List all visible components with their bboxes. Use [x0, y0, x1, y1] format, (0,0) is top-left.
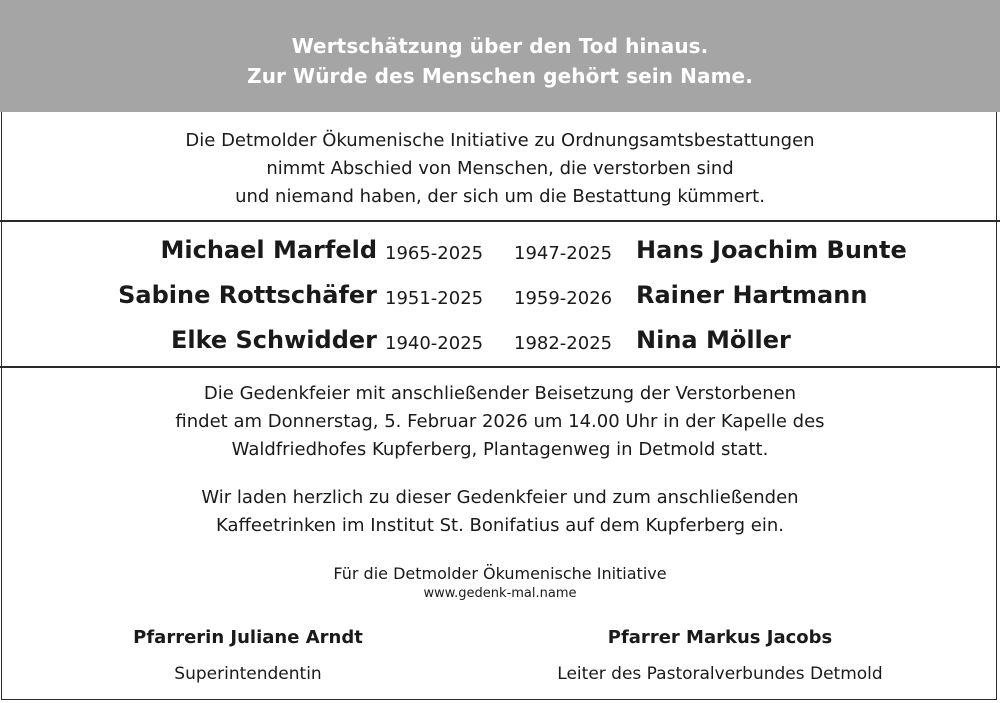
ceremony-line: Die Gedenkfeier mit anschließender Beisetzung der Verstorbenen: [203, 383, 797, 404]
footer-org-line: Für die Detmolder Ökumenische Initiative: [333, 564, 667, 583]
ceremony-line: Wir laden herzlich zu dieser Gedenkfeier und zum anschließenden: [201, 487, 799, 508]
signature-name: Pfarrerin Juliane Arndt: [133, 627, 363, 648]
footer-url: www.gedenk-mal.name: [423, 586, 577, 601]
ceremony-section: [0, 380, 1000, 540]
deceased-dates: 1947-2025: [514, 243, 613, 264]
footer-section: [0, 563, 1000, 603]
deceased-name: Nina Möller: [636, 326, 791, 354]
intro-line-3: und niemand haben, der sich um die Bestattung kümmert.: [235, 186, 765, 207]
deceased-name: Hans Joachim Bunte: [636, 236, 907, 264]
deceased-dates: 1965-2025: [385, 243, 484, 264]
deceased-name: Rainer Hartmann: [636, 281, 868, 309]
deceased-dates: 1951-2025: [385, 288, 484, 309]
intro-line-1: Die Detmolder Ökumenische Initiative zu Ordnungsamtsbestattungen: [185, 130, 815, 151]
signature-right: [520, 626, 920, 686]
signature-left: [110, 626, 386, 686]
deceased-row: [0, 273, 1000, 313]
signature-role: Superintendentin: [174, 664, 322, 684]
deceased-row: [0, 228, 1000, 268]
signature-role: Leiter des Pastoralverbundes Detmold: [557, 664, 883, 684]
intro-line-2: nimmt Abschied von Menschen, die verstorben sind: [266, 158, 734, 179]
deceased-name: Sabine Rottschäfer: [118, 281, 377, 309]
deceased-row: [0, 318, 1000, 358]
header-line-1: Wertschätzung über den Tod hinaus.: [291, 34, 709, 58]
deceased-list: [0, 222, 1000, 368]
ceremony-paragraph-2: [0, 484, 1000, 540]
header-line-2: Zur Würde des Menschen gehört sein Name.: [247, 64, 753, 88]
ceremony-paragraph-1: [0, 380, 1000, 464]
deceased-dates: 1959-2026: [514, 288, 613, 309]
deceased-dates: 1940-2025: [385, 333, 484, 354]
intro-section: [0, 112, 1000, 222]
header-banner: [0, 0, 1000, 112]
signature-name: Pfarrer Markus Jacobs: [607, 627, 833, 648]
deceased-name: Elke Schwidder: [170, 326, 377, 354]
ceremony-line: Kaffeetrinken im Institut St. Bonifatius auf dem Kupferberg ein.: [216, 515, 784, 536]
deceased-name: Michael Marfeld: [160, 236, 377, 264]
ceremony-line: Waldfriedhofes Kupferberg, Plantagenweg in Detmold statt.: [231, 439, 769, 460]
deceased-dates: 1982-2025: [514, 333, 613, 354]
ceremony-line: findet am Donnerstag, 5. Februar 2026 um 14.00 Uhr in der Kapelle des: [175, 411, 825, 432]
